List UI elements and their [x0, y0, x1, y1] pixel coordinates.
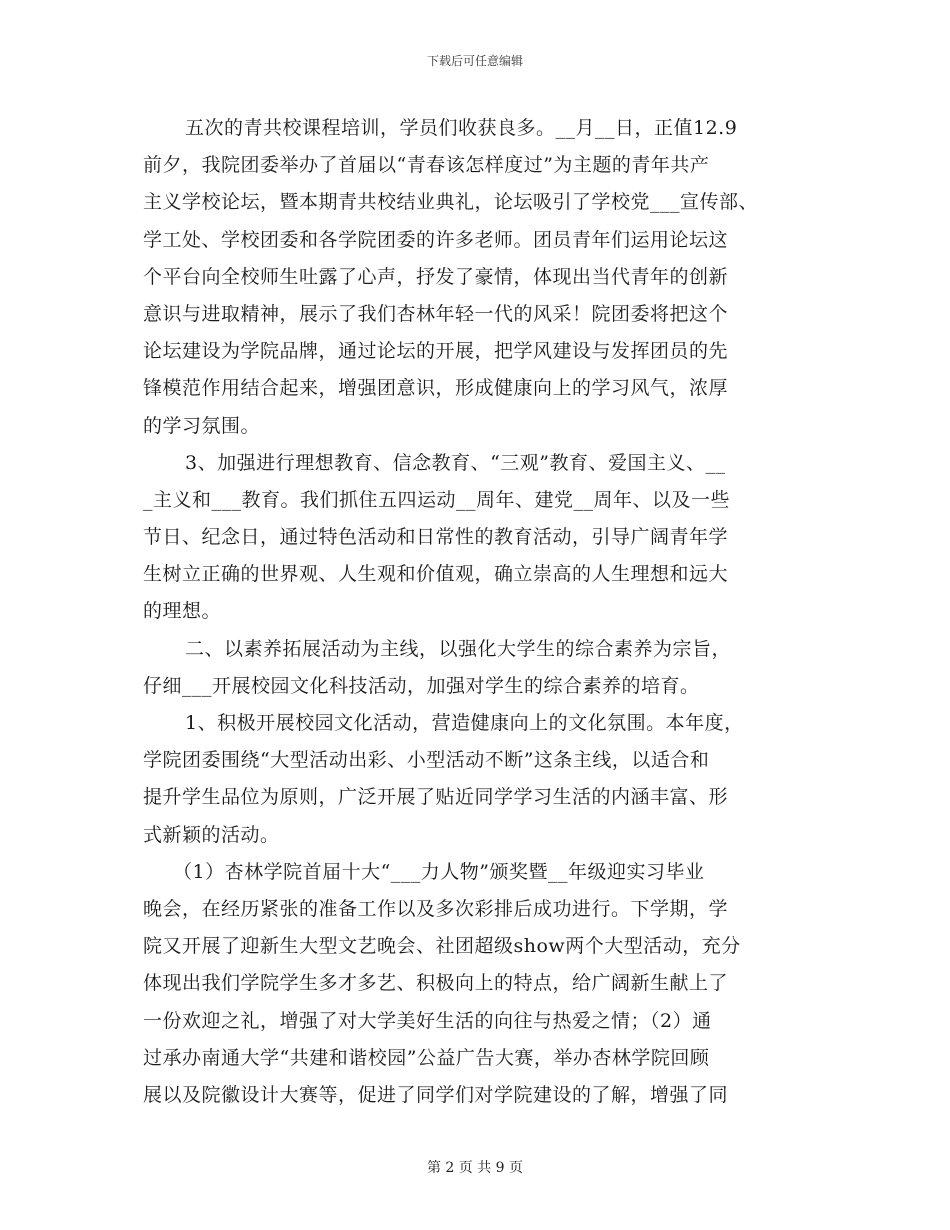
text-line: 3、加强进行理想教育、信念教育、“三观”教育、爱国主义、__: [185, 451, 726, 474]
text-line: 晚会，在经历紧张的准备工作以及多次彩排后成功进行。下学期，学: [143, 897, 729, 920]
page-header: 下载后可任意编辑: [426, 54, 523, 68]
text-line: 论坛建设为学院品牌，通过论坛的开展，把学风建设与发挥团员的先: [143, 340, 729, 363]
text-line: _主义和___教育。我们抓住五四运动__周年、建党__周年、以及一些: [143, 488, 731, 511]
text-line: 学院团委围绕“大型活动出彩、小型活动不断”这条主线，以适合和: [143, 749, 710, 772]
text-line: 展以及院徽设计大赛等，促进了同学们对学院建设的了解，增强了同: [143, 1083, 729, 1106]
text-line: 节日、纪念日，通过特色活动和日常性的教育活动，引导广阔青年学: [143, 526, 729, 549]
text-line: 1、积极开展校园文化活动，营造健康向上的文化氛围。本年度，: [185, 712, 744, 734]
page-footer: 第 2 页 共 9 页: [426, 1160, 524, 1176]
text-line: 二、以素养拓展活动为主线，以强化大学生的综合素养为宗旨，: [185, 637, 732, 660]
text-line: 一份欢迎之礼，增强了对大学美好生活的向往与热爱之情；（2）通: [143, 1009, 712, 1032]
text-line: 前夕，我院团委举办了首届以“青春该怎样度过”为主题的青年共产: [143, 154, 710, 177]
text-line: 个平台向全校师生吐露了心声，抒发了豪情，体现出当代青年的创新: [143, 265, 729, 288]
text-line: 仔细___开展校园文化科技活动，加强对学生的综合素养的培育。: [143, 674, 700, 697]
text-line: 主义学校论坛，暨本期青共校结业典礼，论坛吸引了学校党___宣传部、: [143, 191, 759, 214]
text-line: 锋模范作用结合起来，增强团意识，形成健康向上的学习风气，浓厚: [143, 377, 729, 400]
text-line: 院又开展了迎新生大型文艺晚会、社团超级show两个大型活动，充分: [143, 935, 741, 958]
text-line: 的学习氛围。: [143, 414, 261, 437]
text-line: （1）杏林学院首届十大“___力人物”颁奖暨__年级迎实习毕业: [173, 860, 705, 883]
document-body: [143, 110, 813, 1114]
text-line: 生树立正确的世界观、人生观和价值观，确立崇高的人生理想和远大: [143, 563, 729, 586]
text-line: 体现出我们学院学生多才多艺、积极向上的特点，给广阔新生献上了: [143, 972, 729, 995]
text-line: 过承办南通大学“共建和谐校园”公益广告大赛，举办杏林学院回顾: [143, 1046, 710, 1069]
text-line: 意识与进取精神，展示了我们杏林年轻一代的风采！院团委将把这个: [143, 302, 729, 325]
text-line: 学工处、学校团委和各学院团委的许多老师。团员青年们运用论坛这: [143, 228, 729, 251]
text-line: 的理想。: [143, 600, 222, 623]
text-line: 提升学生品位为原则，广泛开展了贴近同学学习生活的内涵丰富、形: [143, 786, 729, 809]
text-line: 式新颖的活动。: [143, 823, 280, 846]
text-line: 五次的青共校课程培训，学员们收获良多。__月__日，正值12.9: [185, 117, 738, 139]
